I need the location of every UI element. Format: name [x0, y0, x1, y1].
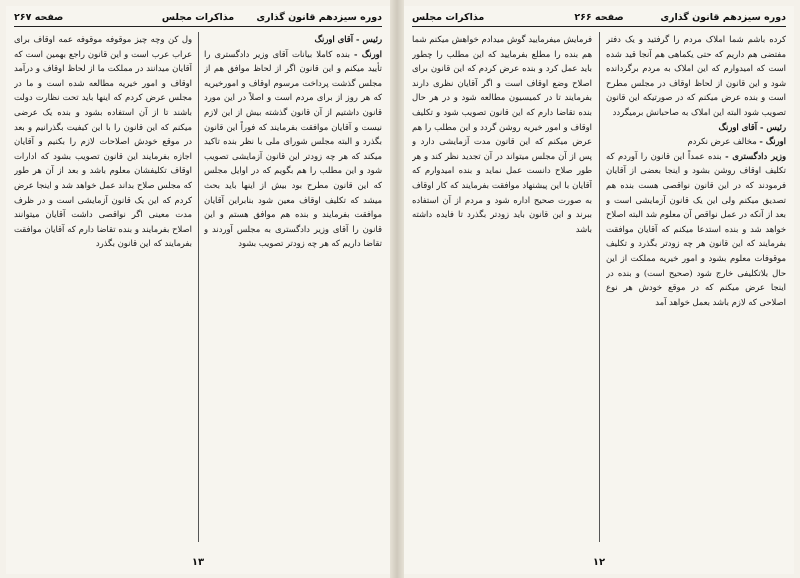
speaker-label: رئیس - آقای اورنگ [718, 121, 786, 132]
right-page [404, 6, 794, 574]
left-page-folio: ۱۳ [191, 557, 205, 568]
speaker-label: وزیر دادگستری - [725, 150, 786, 161]
right-page-left-column [412, 32, 592, 542]
speaker-label: اورنگ - [353, 48, 382, 59]
paragraph [606, 32, 786, 120]
paragraph-text: بنده کاملا بیانات آقای وزیر دادگستری را تأیید میکنم و این قانون اگر از لحاظ موافق هم از مجلس گذشت پرداخت مرسوم اوقاف و امورخیریه که هر روز از برای مردم است و اصلاً در این مورد قانون داشتیم از آن قانون گذشته بیش از این لازم نیست و آقایان موافقت بفرمایند که فوراً این قانون بگذرد و البته مجلس شورای ملی با نظر بنده تاکید میکند که هر چه زودتر این قانون آزمایشی تصویب شود و این مطلب را هم بگویم که در اوایل مجلس که این قانون مطرح بود بیش از اینها باید بحث میشد که تکلیف اوقاف معین شود بنابراین آقایان موافقت بفرمایند و بنده هم موافق هستم و این قانون را آقای وزیر دادگستری به مجلس آوردند و تقاضا داریم که هر چه زودتر تصویب بشود [204, 48, 382, 249]
right-header-session: دوره سیزدهم قانون گذاری [660, 12, 786, 23]
paragraph [606, 134, 786, 149]
paragraph-text: ول کن وچه چیز موقوفه موقوفه عمه اوقاف برای عراب عرب است و این قانون راجع بهمین است که آقایان میدانند در مملکت ما از لحاظ اوقاف و درآمد اوقاف و امور خیریه مطالعه شده است و ما در مجلس عرض کردم که اینها باید تحت نظارت دولت باشند تا از آن استفاده بشود و بنده یک عرضی میکنم که این قانون را با این کیفیت بگذرانیم و بعد در موقع خودش اصلاحات لازم را بکنیم و آقایان اجازه بفرمایند این قانون تصویب بشود که ادارات اوقاف تکلیفشان معلوم باشد و بعد از آن هر طور که مجلس صلاح بداند عمل خواهد شد و اینجا عرض کردم که این یک قانون آزمایشی است و در ظرف مدت معینی اگر نواقصی داشت آقایان میتوانند اصلاح بفرمایند و بنده تقاضا دارم که آقایان موافقت بفرمایند که این قانون بگذرد [14, 34, 192, 249]
speaker-label: رئیس - آقای اورنگ [314, 34, 382, 44]
left-page-left-column [14, 32, 192, 542]
left-header-title: مذاکرات مجلس [161, 12, 235, 23]
paragraph [14, 32, 192, 251]
column-rule [599, 32, 600, 542]
paragraph-text: مخالف عرض نکردم [687, 136, 757, 147]
paragraph [412, 32, 592, 236]
right-page-header [412, 10, 786, 27]
paragraph [204, 47, 382, 251]
right-page-folio: ۱۲ [592, 557, 606, 568]
book-gutter [390, 0, 404, 578]
paragraph-text: کرده باشم شما املاک مردم را گرفتید و یک دفتر مفتضی هم داریم که حتی یکماهی هم آنجا قید شده است که امیدوارم که این املاک به مردم برگردانده شود و این قانون از لحاظ اوقاف در مجلس مطرح است و بنده عرض میکنم که در صورتیکه این قانون تصویب شود البته این املاک به صاحبانش برمیگردد [606, 34, 786, 117]
left-page-right-column [204, 32, 382, 542]
right-header-page-number: صفحه ۲۶۶ [574, 12, 624, 23]
left-page-header [14, 10, 382, 27]
paragraph [204, 32, 382, 47]
paragraph-text: بنده عمداً این قانون را آوردم که تکلیف اوقاف روشن بشود و اینجا بعضی از آقایان فرمودند که در این قانون نواقصی هست بنده هم تصدیق میکنم ولی این یک قانون آزمایشی است و بعد از آنکه در عمل نواقص آن معلوم شد البته اصلاح خواهد شد و بنده استدعا میکنم که آقایان موافقت بفرمایند که این قانون هر چه زودتر بگذرد و تکلیف موقوفات معلوم بشود و امور خیریه مملکت از این حال بلاتکلیفی خارج شود (صحیح است) و بنده در اینجا عرض میکنم که در موقع خودش هر نوع اصلاحی که لازم باشد بعمل خواهد آمد [606, 150, 786, 307]
paragraph [606, 149, 786, 310]
column-rule [198, 32, 199, 542]
speaker-label: اورنگ - [759, 136, 786, 147]
right-header-title: مذاکرات مجلس [412, 12, 485, 23]
left-header-session: دوره سیزدهم قانون گذاری [256, 12, 382, 23]
right-page-right-column [606, 32, 786, 542]
left-page [6, 6, 390, 574]
paragraph-text: فرمایش میفرمایید گوش میدادم خواهش میکنم شما هم بنده را مطلع بفرمایید که این مطلب را چطور باید عمل کرد و بنده عرض کردم که این قانون برای اصلاح وضع اوقاف است و اگر آقایان نظری دارند بفرمایند تا در کمیسیون مطالعه شود و در هر حال بنده تقاضا دارم که این قانون تصویب شود و تکلیف اوقاف و امور خیریه روشن گردد و این مطلب را هم عرض میکنم که این قانون مدت آزمایشی دارد و پس از آن مجلس میتواند در آن تجدید نظر کند و هر طور صلاح دانست عمل نماید و بنده امیدوارم که آقایان با این پیشنهاد موافقت بفرمایند که کار اوقاف به صورت صحیح اداره شود و مردم از آن استفاده ببرند و این قانون باید زودتر بگذرد تا فایده داشته باشد [412, 34, 592, 234]
left-header-page-number: صفحه ۲۶۷ [14, 12, 64, 23]
paragraph [606, 120, 786, 135]
